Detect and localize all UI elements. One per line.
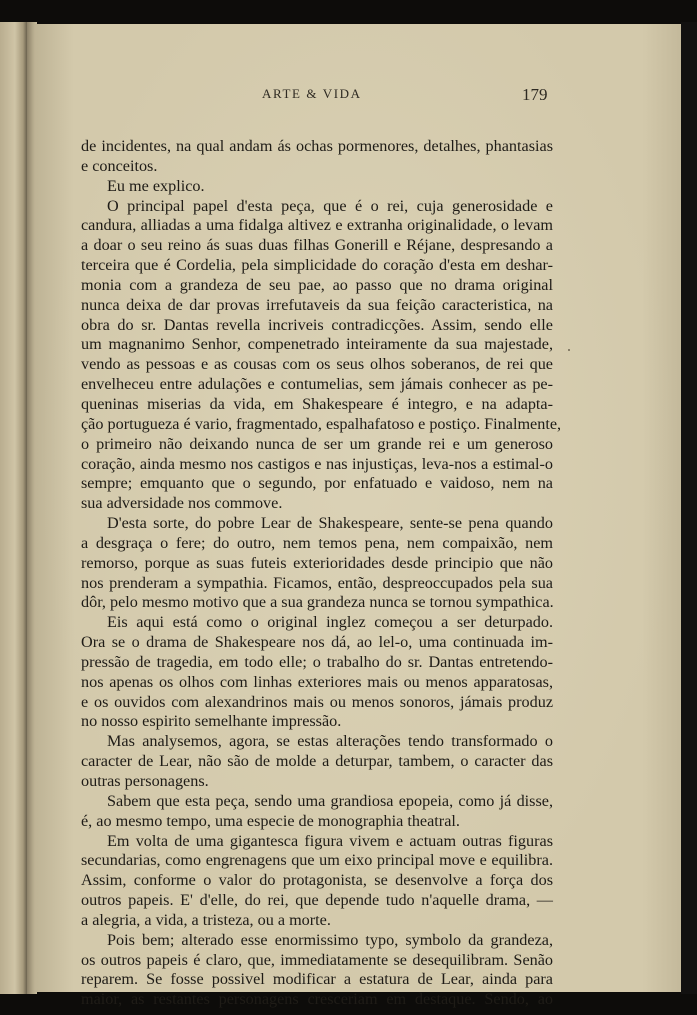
text-line: envelheceu entre adulações e contumelias, sem jámais conhecer as pe- <box>81 375 553 394</box>
text-line: nunca deixa de dar provas irrefutaveis da sua feição caracteristica, na <box>81 295 553 314</box>
text-line: Ora se o drama de Shakespeare nos dá, ao lel-o, uma continuada im- <box>81 633 553 652</box>
text-line: Eis aqui está como o original inglez começou a ser deturpado. <box>107 613 553 632</box>
text-line: outras personagens. <box>81 772 209 790</box>
text-line: reparem. Se fosse possivel modificar a estatura de Lear, ainda para <box>81 970 553 989</box>
text-line: maior, as restantes personagens cresceriam em destaque. Sendo, ao <box>81 990 553 1009</box>
text-line: dôr, pelo mesmo motivo que a sua grandeza nunca se tornou sympathica. <box>81 593 554 612</box>
previous-page-edge <box>0 22 27 994</box>
text-line: terceira que é Cordelia, pela simplicidade do coração d'esta em deshar- <box>81 256 553 275</box>
text-line: a desgraça o fere; do outro, nem temos pena, nem compaixão, nem <box>81 533 553 552</box>
text-line: obra do sr. Dantas revella incriveis contradicções. Assim, sendo elle <box>81 315 553 334</box>
paper-speck <box>568 349 570 351</box>
text-line: Sabem que esta peça, sendo uma grandiosa epopeia, como já disse, <box>107 791 553 810</box>
text-line: sua adversidade nos commove. <box>81 494 283 513</box>
text-line: a doar o seu reino ás suas duas filhas Gonerill e Réjane, despresando a <box>81 236 553 255</box>
text-line: e conceitos. <box>81 156 158 175</box>
text-line: monia com a grandeza de seu pae, ao passo que no drama original <box>81 275 553 294</box>
text-line: O principal papel d'esta peça, que é o rei, cuja generosidade e <box>107 196 553 215</box>
text-line: sempre; emquanto que o segundo, por enfatuado e vaidoso, nem na <box>81 474 553 493</box>
text-line: e os ouvidos com alexandrinos mais ou menos sonoros, jámais produz <box>81 692 553 711</box>
page-header <box>35 86 681 106</box>
text-line: a alegria, a vida, a tristeza, ou a morte. <box>81 910 331 929</box>
scan-border <box>681 22 697 994</box>
text-line: Em volta de uma gigantesca figura vivem e actuam outras figuras <box>107 831 553 850</box>
text-line: ção portugueza é vario, fragmentado, espalhafatoso e postiço. Finalmente, <box>81 414 562 433</box>
text-line: Pois bem; alterado esse enormissimo typo, symbolo da grandeza, <box>107 930 553 949</box>
text-line: remorso, porque as suas futeis exterioridades desde principio que não <box>81 553 553 572</box>
text-line: os outros papeis é claro, que, immediatamente se desequilibram. Senão <box>81 950 553 969</box>
page-number: 179 <box>522 85 548 104</box>
text-line: é, ao mesmo tempo, uma especie de monographia theatral. <box>81 811 460 830</box>
text-line: vendo as pessoas e as cousas com os seus olhos soberanos, de rei que <box>81 355 553 374</box>
text-line: secundarias, como engrenagens que um eixo principal move e equilibra. <box>81 851 553 870</box>
text-line: Eu me explico. <box>107 176 205 195</box>
text-line: no nosso espirito semelhante impressão. <box>81 712 342 731</box>
text-line: candura, alliadas a uma fidalga altivez e extranha originalidade, o levam <box>81 216 553 235</box>
text-line: nos apenas os olhos com linhas exteriores mais ou menos apparatosas, <box>81 672 553 691</box>
body-text <box>81 137 562 1010</box>
text-line: Mas analysemos, agora, se estas alterações tendo transformado o <box>107 732 553 751</box>
text-line: um magnanimo Senhor, compenetrado inteiramente da sua majestade, <box>81 335 553 354</box>
text-line: coração, ainda mesmo nos castigos e nas injustiças, leva-nos a estimal-o <box>81 454 553 473</box>
text-line: Assim, conforme o valor do protagonista, se desenvolve a força dos <box>81 871 553 890</box>
text-line: outros papeis. E' d'elle, do rei, que depende tudo n'aquelle drama, — <box>81 891 553 910</box>
text-line: nos prenderam a sympathia. Ficamos, então, despreoccupados pela sua <box>81 573 553 592</box>
text-line: pressão de tragedia, em todo elle; o trabalho do sr. Dantas entretendo- <box>81 652 553 671</box>
text-line: queninas miserias da vida, em Shakespeare é integro, e na adapta- <box>81 394 553 413</box>
running-head: ARTE & VIDA <box>262 86 362 101</box>
text-line: o primeiro não deixando nunca de ser um grande rei e um generoso <box>81 434 553 453</box>
text-line: D'esta sorte, do pobre Lear de Shakespeare, sente-se pena quando <box>107 514 553 533</box>
text-line: de incidentes, na qual andam ás ochas pormenores, detalhes, phantasias <box>81 137 553 155</box>
text-line: caracter de Lear, não são de molde a deturpar, tambem, o caracter das <box>81 752 553 771</box>
